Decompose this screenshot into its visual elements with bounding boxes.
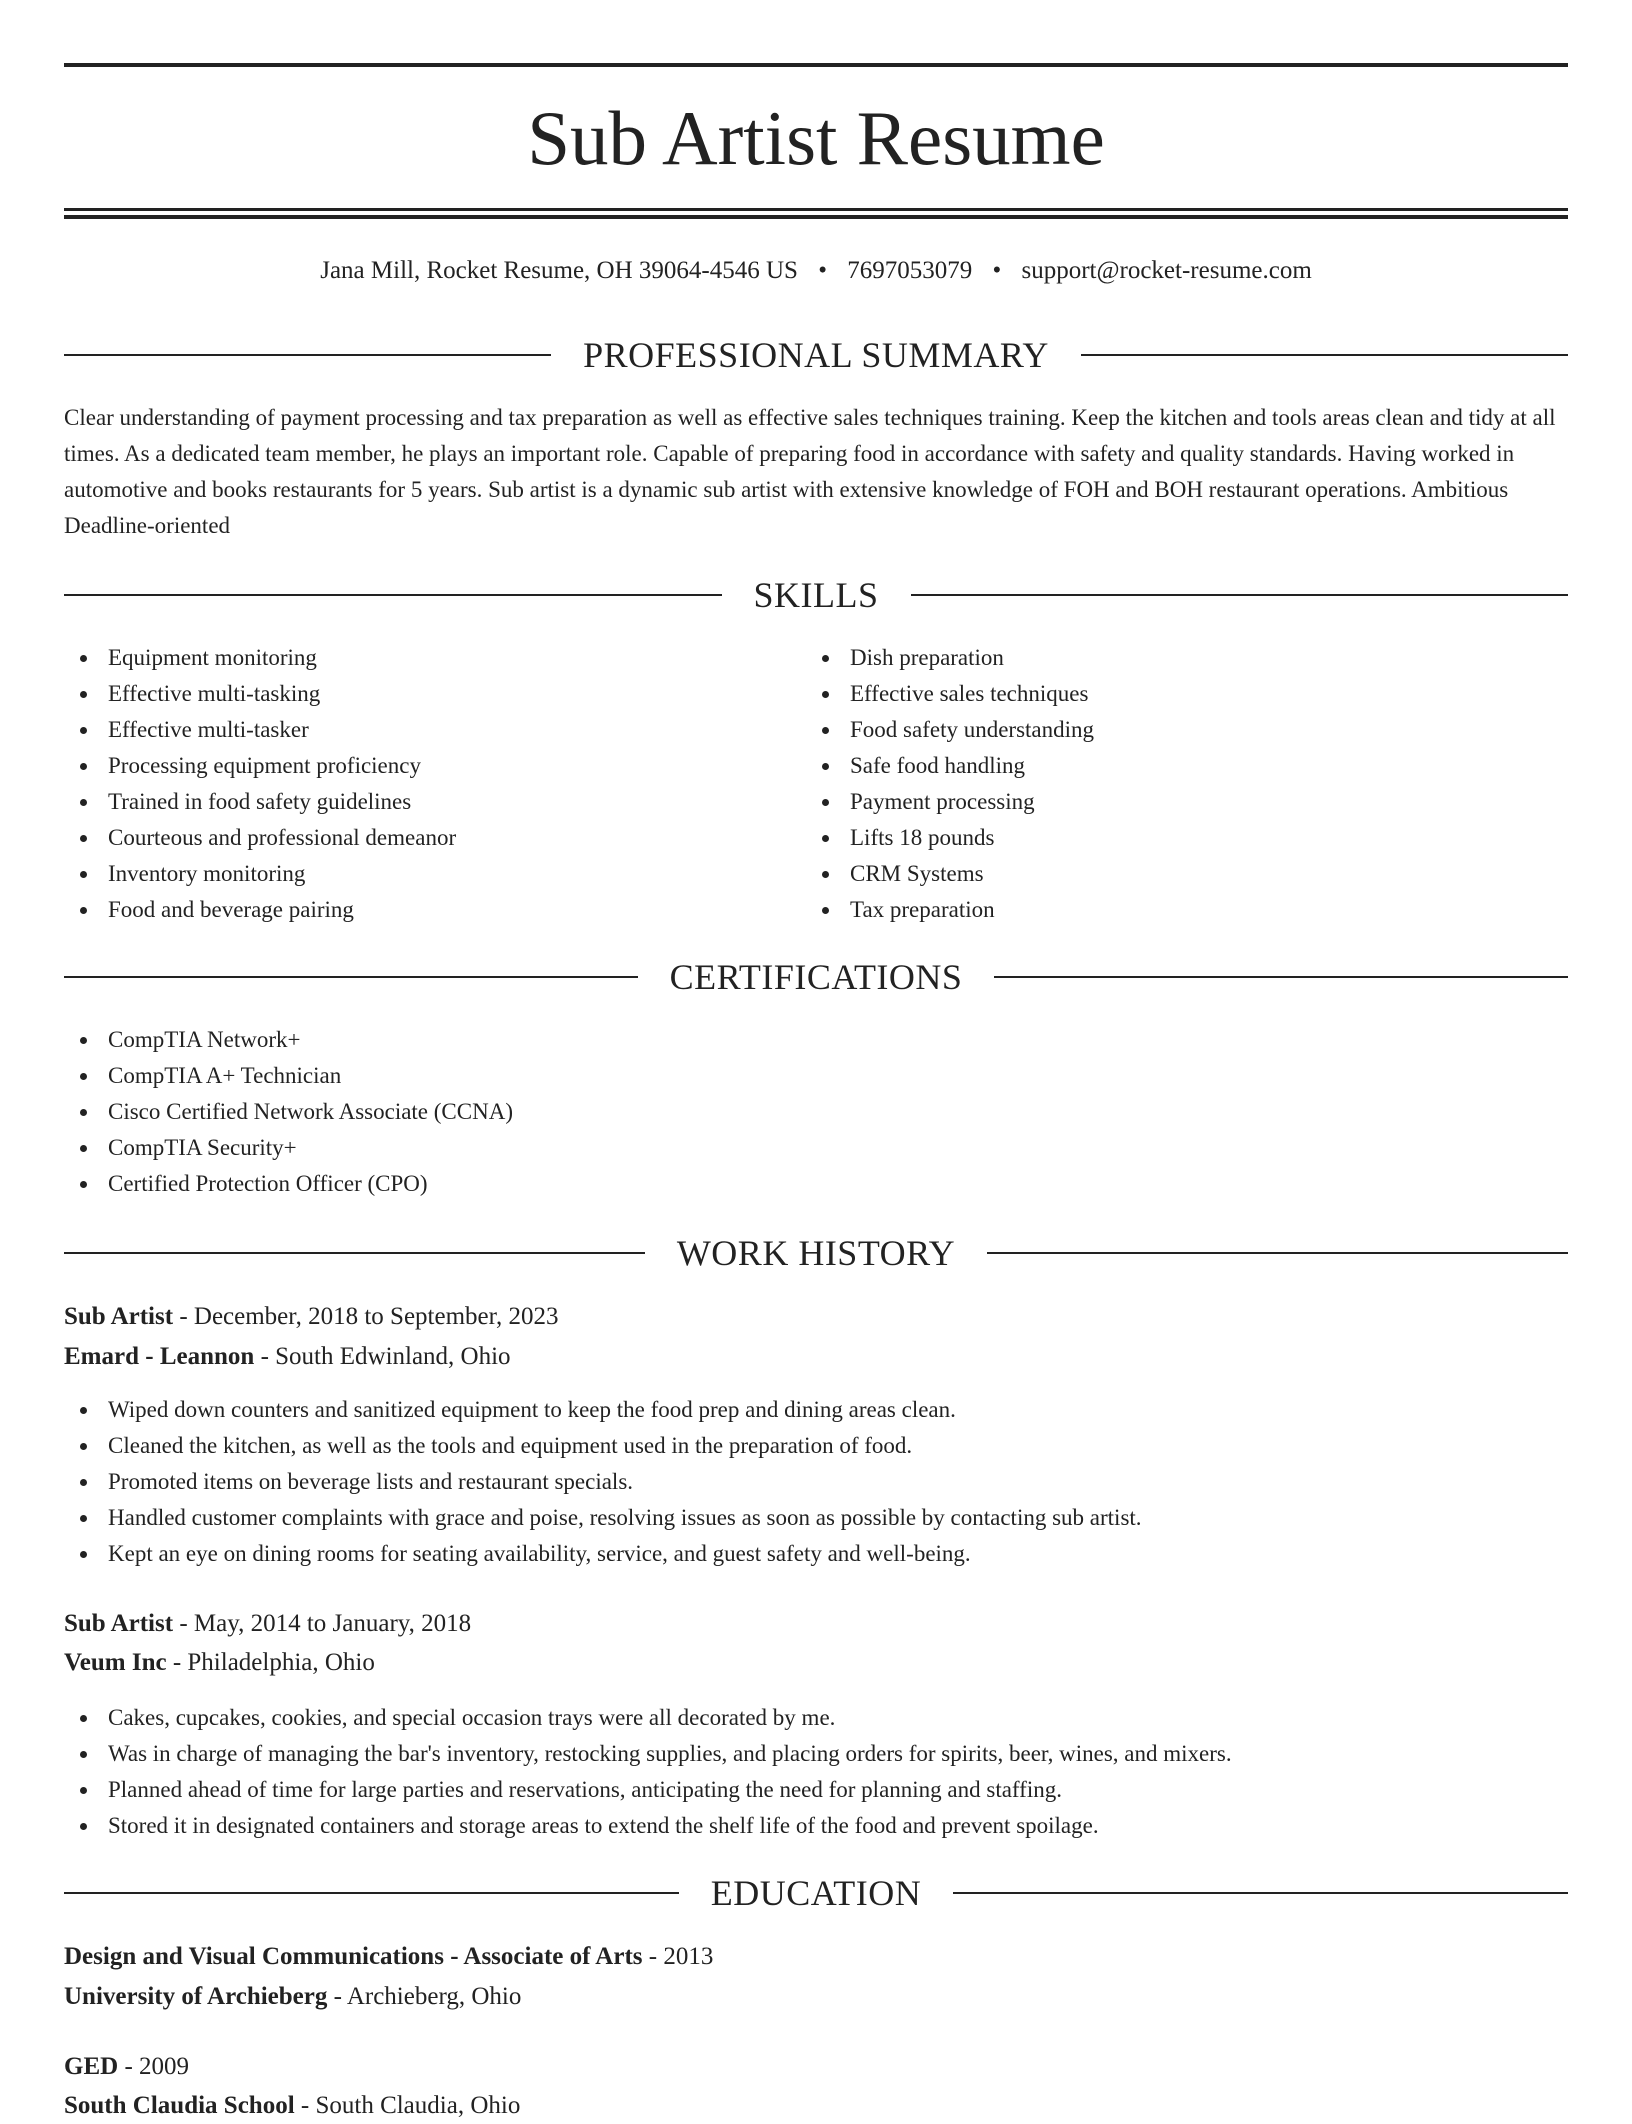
- list-item: CompTIA Network+: [64, 1022, 513, 1058]
- list-item: Safe food handling: [806, 748, 1094, 784]
- job-duties-list: [64, 1392, 1142, 1572]
- list-item: CompTIA Security+: [64, 1130, 513, 1166]
- contact-separator: •: [818, 257, 827, 284]
- contact-separator: •: [992, 257, 1002, 284]
- section-title: EDUCATION: [710, 1873, 922, 1913]
- list-item: Handled customer complaints with grace and poise, resolving issues as soon as possible by contacting sub artist.: [64, 1500, 1142, 1536]
- list-item: Cisco Certified Network Associate (CCNA): [64, 1094, 513, 1130]
- list-item: Inventory monitoring: [64, 856, 456, 892]
- education-degree-line: [64, 1939, 713, 1975]
- list-item: Dish preparation: [806, 640, 1094, 676]
- divider-line: [987, 1252, 1568, 1254]
- list-item: Kept an eye on dining rooms for seating availability, service, and guest safety and well-being.: [64, 1536, 1142, 1572]
- job-company: Veum Inc: [64, 1649, 167, 1676]
- education-school-line: [64, 2088, 520, 2124]
- divider-line: [64, 594, 722, 596]
- divider-line: [64, 976, 638, 978]
- job-location: - South Edwinland, Ohio: [254, 1343, 511, 1370]
- title-rule-upper: [64, 208, 1568, 211]
- list-item: Food safety understanding: [806, 712, 1094, 748]
- list-item: Courteous and professional demeanor: [64, 820, 456, 856]
- section-header-skills: [64, 573, 1568, 617]
- top-rule: [64, 63, 1568, 67]
- education-school: South Claudia School: [64, 2092, 295, 2119]
- job-location: - Philadelphia, Ohio: [166, 1649, 375, 1676]
- divider-line: [64, 1252, 645, 1254]
- list-item: Promoted items on beverage lists and restaurant specials.: [64, 1464, 1142, 1500]
- skills-list-right: [806, 640, 1094, 928]
- list-item: Lifts 18 pounds: [806, 820, 1094, 856]
- job-company-line: [64, 1339, 511, 1375]
- contact-line: [64, 253, 1568, 289]
- section-header-education: [64, 1871, 1568, 1915]
- job-title: Sub Artist: [64, 1610, 174, 1637]
- job-dates: - December, 2018 to September, 2023: [173, 1303, 559, 1330]
- education-school: University of Archieberg: [64, 1983, 328, 2010]
- list-item: Planned ahead of time for large parties and reservations, anticipating the need for planning and staffing.: [64, 1772, 1232, 1808]
- contact-phone: 7697053079: [847, 257, 973, 284]
- contact-address: Jana Mill, Rocket Resume, OH 39064-4546 US: [320, 257, 798, 284]
- list-item: Cakes, cupcakes, cookies, and special occasion trays were all decorated by me.: [64, 1700, 1232, 1736]
- divider-line: [64, 1892, 679, 1894]
- section-title: CERTIFICATIONS: [669, 957, 963, 997]
- list-item: Cleaned the kitchen, as well as the tools and equipment used in the preparation of food.: [64, 1428, 1142, 1464]
- list-item: Equipment monitoring: [64, 640, 456, 676]
- list-item: CRM Systems: [806, 856, 1094, 892]
- job-title-line: [64, 1299, 558, 1335]
- list-item: Tax preparation: [806, 892, 1094, 928]
- education-year: - 2013: [642, 1943, 714, 1970]
- job-company: Emard - Leannon: [64, 1343, 255, 1370]
- list-item: Effective multi-tasker: [64, 712, 456, 748]
- certifications-list: [64, 1022, 513, 1202]
- section-header-certifications: [64, 955, 1568, 999]
- skills-list-left: [64, 640, 456, 928]
- divider-line: [1081, 354, 1568, 356]
- section-header-summary: [64, 333, 1568, 377]
- education-degree-line: [64, 2049, 189, 2085]
- list-item: Food and beverage pairing: [64, 892, 456, 928]
- job-dates: - May, 2014 to January, 2018: [173, 1610, 472, 1637]
- education-location: - South Claudia, Ohio: [294, 2092, 521, 2119]
- divider-line: [64, 354, 551, 356]
- list-item: Effective sales techniques: [806, 676, 1094, 712]
- list-item: Payment processing: [806, 784, 1094, 820]
- education-year: - 2009: [118, 2053, 190, 2080]
- list-item: Certified Protection Officer (CPO): [64, 1166, 513, 1202]
- resume-title: Sub Artist Resume: [527, 95, 1105, 181]
- job-duties-list: [64, 1700, 1232, 1844]
- contact-email: support@rocket-resume.com: [1021, 257, 1312, 284]
- summary-text: Clear understanding of payment processing and tax preparation as well as effective sales techniques training. Keep the kitchen and tools areas clean and tidy at all times. As a dedicated team member, he plays an important role. Capable of preparing food in accordance with safety and quality standards. Having worked in automotive and books restaurants for 5 years. Sub artist is a dynamic sub artist with extensive knowledge of FOH and BOH restaurant operations. Ambitious Deadline-oriented: [64, 405, 1556, 538]
- title-rule-lower: [64, 215, 1568, 219]
- list-item: Stored it in designated containers and storage areas to extend the shelf life of the food and prevent spoilage.: [64, 1808, 1232, 1844]
- list-item: Trained in food safety guidelines: [64, 784, 456, 820]
- divider-line: [911, 594, 1569, 596]
- job-title: Sub Artist: [64, 1303, 174, 1330]
- divider-line: [994, 976, 1568, 978]
- section-title: WORK HISTORY: [676, 1233, 956, 1273]
- list-item: CompTIA A+ Technician: [64, 1058, 513, 1094]
- list-item: Processing equipment proficiency: [64, 748, 456, 784]
- divider-line: [953, 1892, 1568, 1894]
- education-school-line: [64, 1979, 521, 2015]
- list-item: Was in charge of managing the bar's inventory, restocking supplies, and placing orders for spirits, beer, wines, and mixers.: [64, 1736, 1232, 1772]
- job-title-line: [64, 1606, 471, 1642]
- list-item: Effective multi-tasking: [64, 676, 456, 712]
- section-header-work: [64, 1231, 1568, 1275]
- education-degree: GED: [64, 2053, 119, 2080]
- education-degree: Design and Visual Communications - Associate of Arts: [64, 1943, 643, 1970]
- job-company-line: [64, 1645, 375, 1681]
- education-location: - Archieberg, Ohio: [327, 1983, 522, 2010]
- section-title: PROFESSIONAL SUMMARY: [583, 335, 1049, 375]
- list-item: Wiped down counters and sanitized equipment to keep the food prep and dining areas clean.: [64, 1392, 1142, 1428]
- section-title: SKILLS: [753, 575, 879, 615]
